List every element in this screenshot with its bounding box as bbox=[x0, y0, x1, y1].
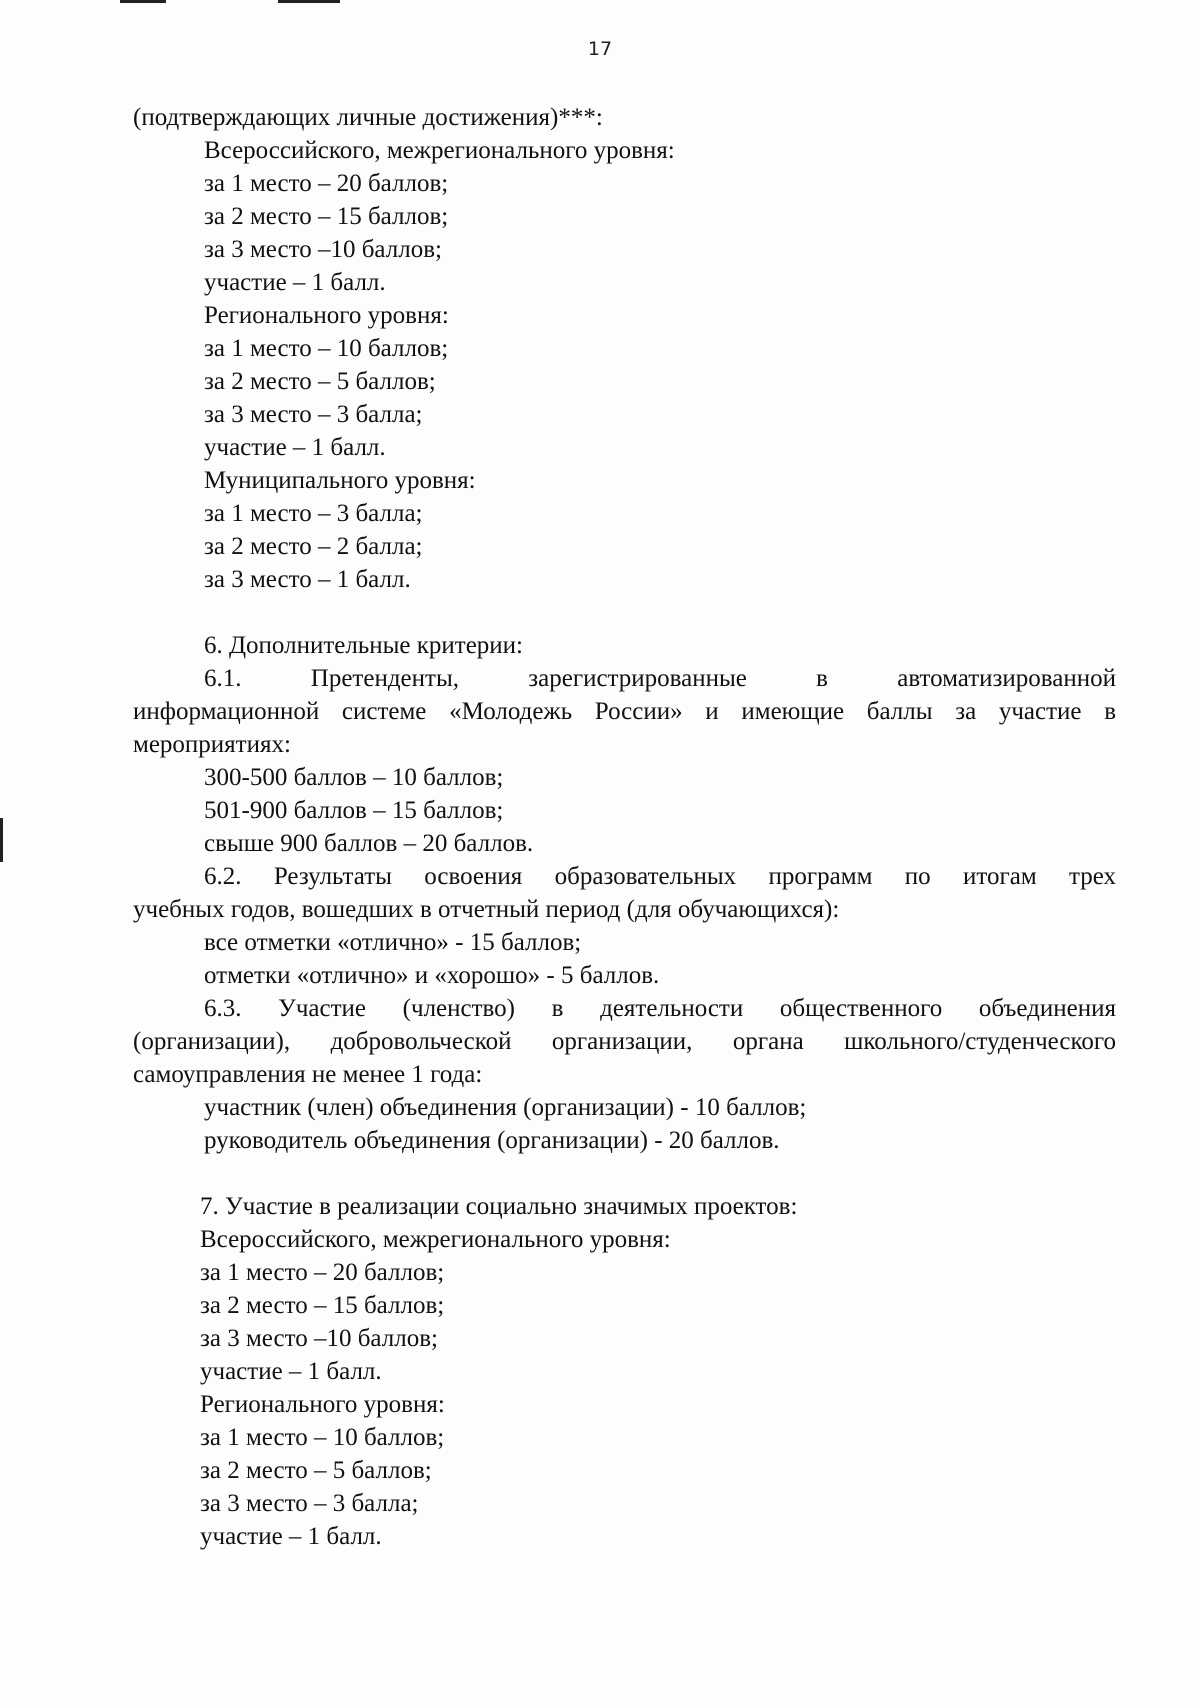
scan-mark-top-center bbox=[278, 0, 340, 3]
section-heading: 7. Участие в реализации социально значимых проектов: bbox=[200, 1193, 798, 1220]
list-item: отметки «отлично» и «хорошо» - 5 баллов. bbox=[204, 962, 660, 989]
list-item: за 2 место – 15 баллов; bbox=[200, 1292, 445, 1319]
list-item: участие – 1 балл. bbox=[200, 1358, 382, 1385]
paragraph-line: (организации), добровольческой организации, органа школьного/студенческого bbox=[133, 1028, 1116, 1055]
list-item: за 3 место – 3 балла; bbox=[200, 1490, 419, 1517]
list-item: руководитель объединения (организации) - 20 баллов. bbox=[204, 1127, 780, 1154]
list-item: за 1 место – 10 баллов; bbox=[204, 335, 449, 362]
list-item: 300-500 баллов – 10 баллов; bbox=[204, 764, 504, 791]
list-item: все отметки «отлично» - 15 баллов; bbox=[204, 929, 582, 956]
list-item: участие – 1 балл. bbox=[204, 269, 386, 296]
paragraph-first-line: 6.2. Результаты освоения образовательных программ по итогам трех bbox=[204, 863, 1116, 890]
paragraph-first-line: 6.3. Участие (членство) в деятельности общественного объединения bbox=[204, 995, 1116, 1022]
list-heading: Всероссийского, межрегионального уровня: bbox=[200, 1226, 671, 1253]
list-item: участник (член) объединения (организации) - 10 баллов; bbox=[204, 1094, 807, 1121]
paragraph-gap bbox=[133, 1157, 1116, 1190]
list-item: за 2 место – 5 баллов; bbox=[204, 368, 436, 395]
document-body bbox=[133, 101, 1116, 1553]
list-item: за 2 место – 15 баллов; bbox=[204, 203, 449, 230]
list-item: за 3 место –10 баллов; bbox=[200, 1325, 438, 1352]
list-item: участие – 1 балл. bbox=[200, 1523, 382, 1550]
paragraph-gap bbox=[133, 596, 1116, 629]
list-item: за 2 место – 2 балла; bbox=[204, 533, 423, 560]
list-item: за 1 место – 3 балла; bbox=[204, 500, 423, 527]
list-item: за 1 место – 20 баллов; bbox=[204, 170, 449, 197]
list-heading: Всероссийского, межрегионального уровня: bbox=[204, 137, 675, 164]
paragraph-last-line: мероприятиях: bbox=[133, 731, 291, 758]
list-item: за 1 место – 10 баллов; bbox=[200, 1424, 445, 1451]
paragraph-last-line: учебных годов, вошедших в отчетный период (для обучающихся): bbox=[133, 896, 840, 923]
text-line: (подтверждающих личные достижения)***: bbox=[133, 104, 603, 131]
page-number: 17 bbox=[587, 38, 613, 60]
paragraph-first-line: 6.1. Претенденты, зарегистрированные в автоматизированной bbox=[204, 665, 1116, 692]
list-heading: Муниципального уровня: bbox=[204, 467, 476, 494]
list-heading: Регионального уровня: bbox=[200, 1391, 445, 1418]
list-item: за 3 место –10 баллов; bbox=[204, 236, 442, 263]
list-item: за 3 место – 1 балл. bbox=[204, 566, 411, 593]
paragraph-last-line: самоуправления не менее 1 года: bbox=[133, 1061, 483, 1088]
list-item: за 3 место – 3 балла; bbox=[204, 401, 423, 428]
paragraph-line: информационной системе «Молодежь России» и имеющие баллы за участие в bbox=[133, 698, 1116, 725]
list-item: участие – 1 балл. bbox=[204, 434, 386, 461]
list-heading: Регионального уровня: bbox=[204, 302, 449, 329]
scan-mark-left-edge bbox=[0, 818, 3, 862]
list-item: свыше 900 баллов – 20 баллов. bbox=[204, 830, 534, 857]
section-heading: 6. Дополнительные критерии: bbox=[204, 632, 524, 659]
list-item: за 1 место – 20 баллов; bbox=[200, 1259, 445, 1286]
scan-mark-top-left bbox=[120, 0, 166, 3]
list-item: 501-900 баллов – 15 баллов; bbox=[204, 797, 504, 824]
list-item: за 2 место – 5 баллов; bbox=[200, 1457, 432, 1484]
